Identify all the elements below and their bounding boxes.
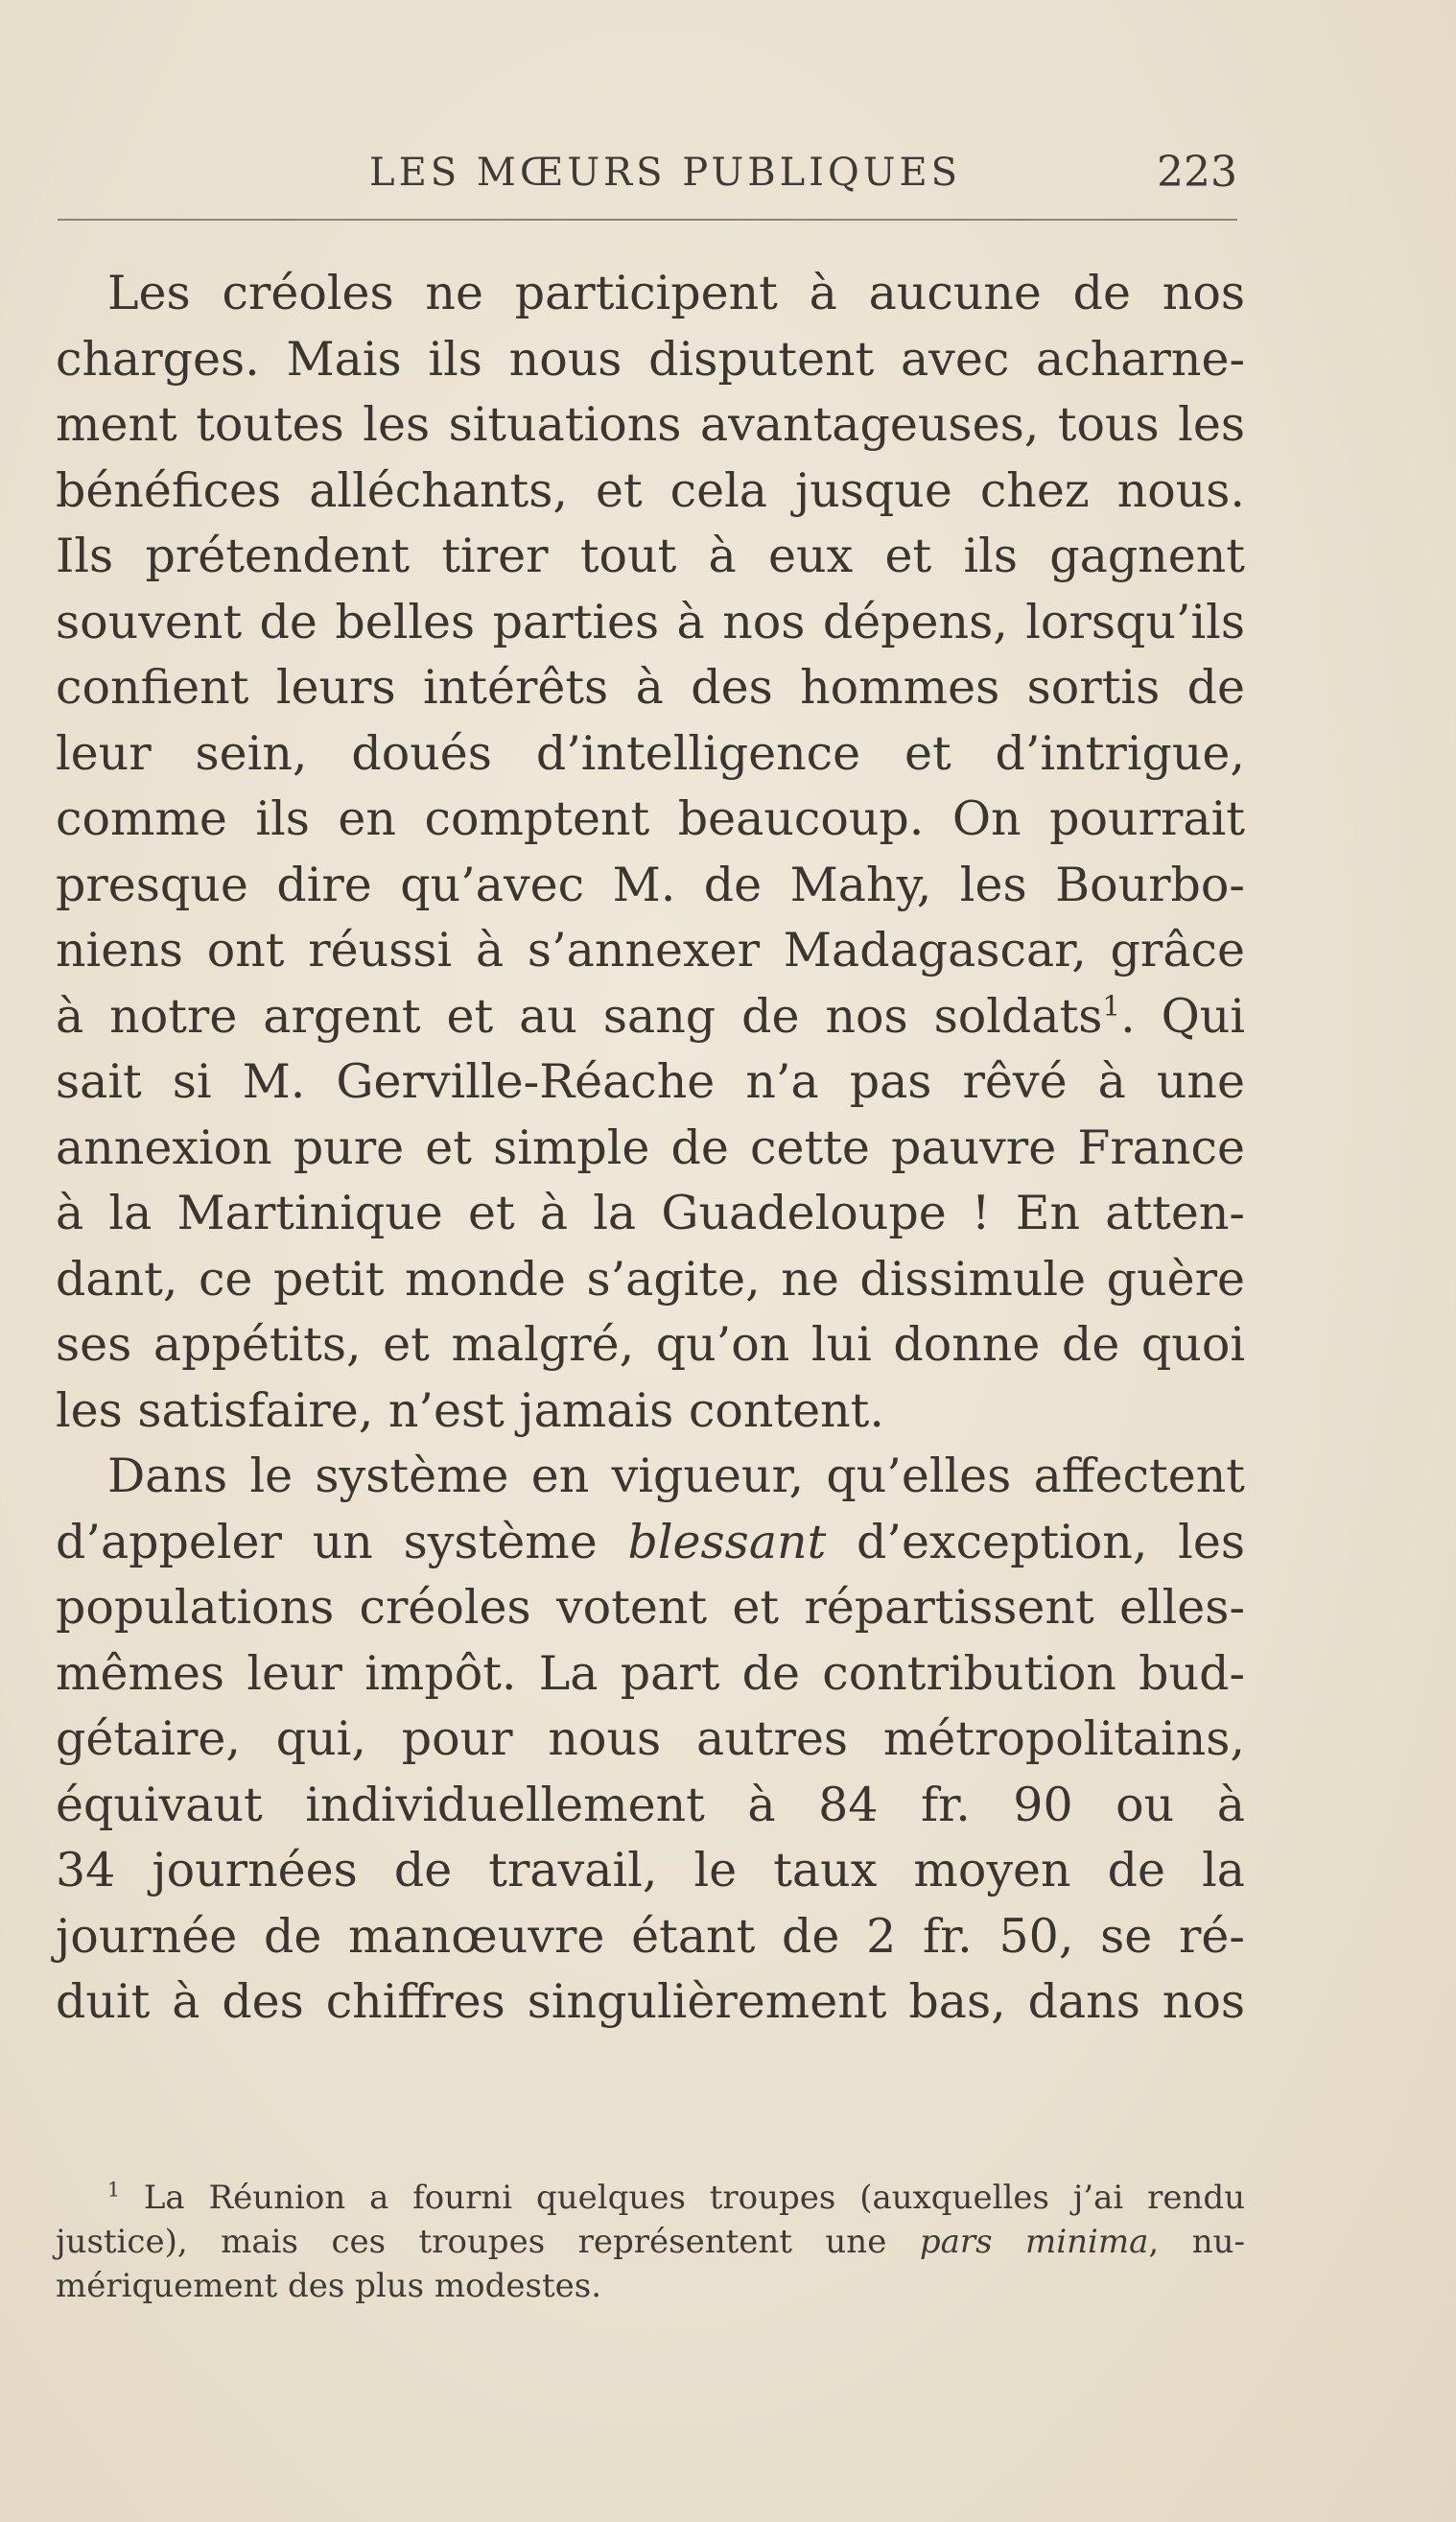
text-segment: , nu- [1148,2223,1245,2261]
text-line: Ils prétendent tirer tout à eux et ils gagnent [56,529,1245,583]
text-line: les satisfaire, n’est jamais content. [56,1382,884,1438]
text-segment: . Qui [1120,988,1245,1044]
text-line: ment toutes les situations avantageuses, tous les [56,397,1245,452]
footnote-reference: 1 [1102,989,1121,1023]
page-number: 223 [1157,148,1237,197]
footnote [56,2176,1245,2308]
text-line: charges. Mais ils nous disputent avec acharne- [56,331,1245,387]
text-line: gétaire, qui, pour nous autres métropolitains, [56,1711,1245,1766]
body-text [56,261,1245,2036]
text-line: populations créoles votent et répartissent elles- [56,1580,1245,1635]
text-line: comme ils en comptent beaucoup. On pourrait [56,791,1245,846]
header-rule [58,219,1237,221]
text-line: équivaut individuellement à 84 fr. 90 ou à [56,1777,1245,1832]
text-line: annexion pure et simple de cette pauvre France [56,1120,1245,1175]
text-line: Dans le système en vigueur, qu’elles affectent [107,1449,1245,1503]
text-line: Les créoles ne participent à aucune de nos [107,266,1245,320]
text-line: duit à des chiffres singulièrement bas, dans nos [56,1974,1245,2029]
text-segment: d’exception, les [826,1514,1245,1569]
text-segment: La Réunion a fourni quelques troupes (auxquelles j’ai rendu [119,2179,1245,2217]
text-line-with-emphasis [56,1510,1245,1576]
text-line: leur sein, doués d’intelligence et d’intrigue, [56,725,1245,781]
footnote-line: mériquement des plus modestes. [56,2267,602,2305]
text-line: à la Martinique et à la Guadeloupe ! En atten- [56,1186,1245,1240]
text-line: mêmes leur impôt. La part de contribution bud- [56,1645,1245,1701]
text-line: bénéfices alléchants, et cela jusque chez nous. [56,462,1245,518]
text-segment: à notre argent et au sang de nos soldats [56,988,1103,1044]
footnote-line [56,2176,1245,2220]
emphasis-text: blessant [627,1514,827,1569]
text-line: journée de manœuvre étant de 2 fr. 50, se ré- [56,1908,1245,1964]
text-line: confient leurs intérêts à des hommes sortis de [56,660,1245,715]
running-title: LES MŒURS PUBLIQUES [369,151,962,195]
text-line: dant, ce petit monde s’agite, ne dissimule guère [56,1251,1245,1307]
footnote-line [56,2220,1245,2264]
page-header [58,144,1237,201]
text-line: souvent de belles parties à nos dépens, lorsqu’ils [56,594,1245,649]
text-line: ses appétits, et malgré, qu’on lui donne de quoi [56,1317,1245,1372]
text-segment: d’appeler un système [56,1514,628,1569]
emphasis-text: pars minima [919,2223,1149,2261]
footnote-marker: 1 [107,2178,120,2202]
text-line-with-footnote-ref [56,984,1245,1050]
text-line: sait si M. Gerville-Réache n’a pas rêvé à une [56,1054,1245,1109]
text-line: niens ont réussi à s’annexer Madagascar, grâce [56,923,1245,978]
text-line: presque dire qu’avec M. de Mahy, les Bourbo- [56,857,1245,912]
text-line: 34 journées de travail, le taux moyen de la [56,1843,1245,1897]
text-segment: justice), mais ces troupes représentent une [56,2223,920,2261]
